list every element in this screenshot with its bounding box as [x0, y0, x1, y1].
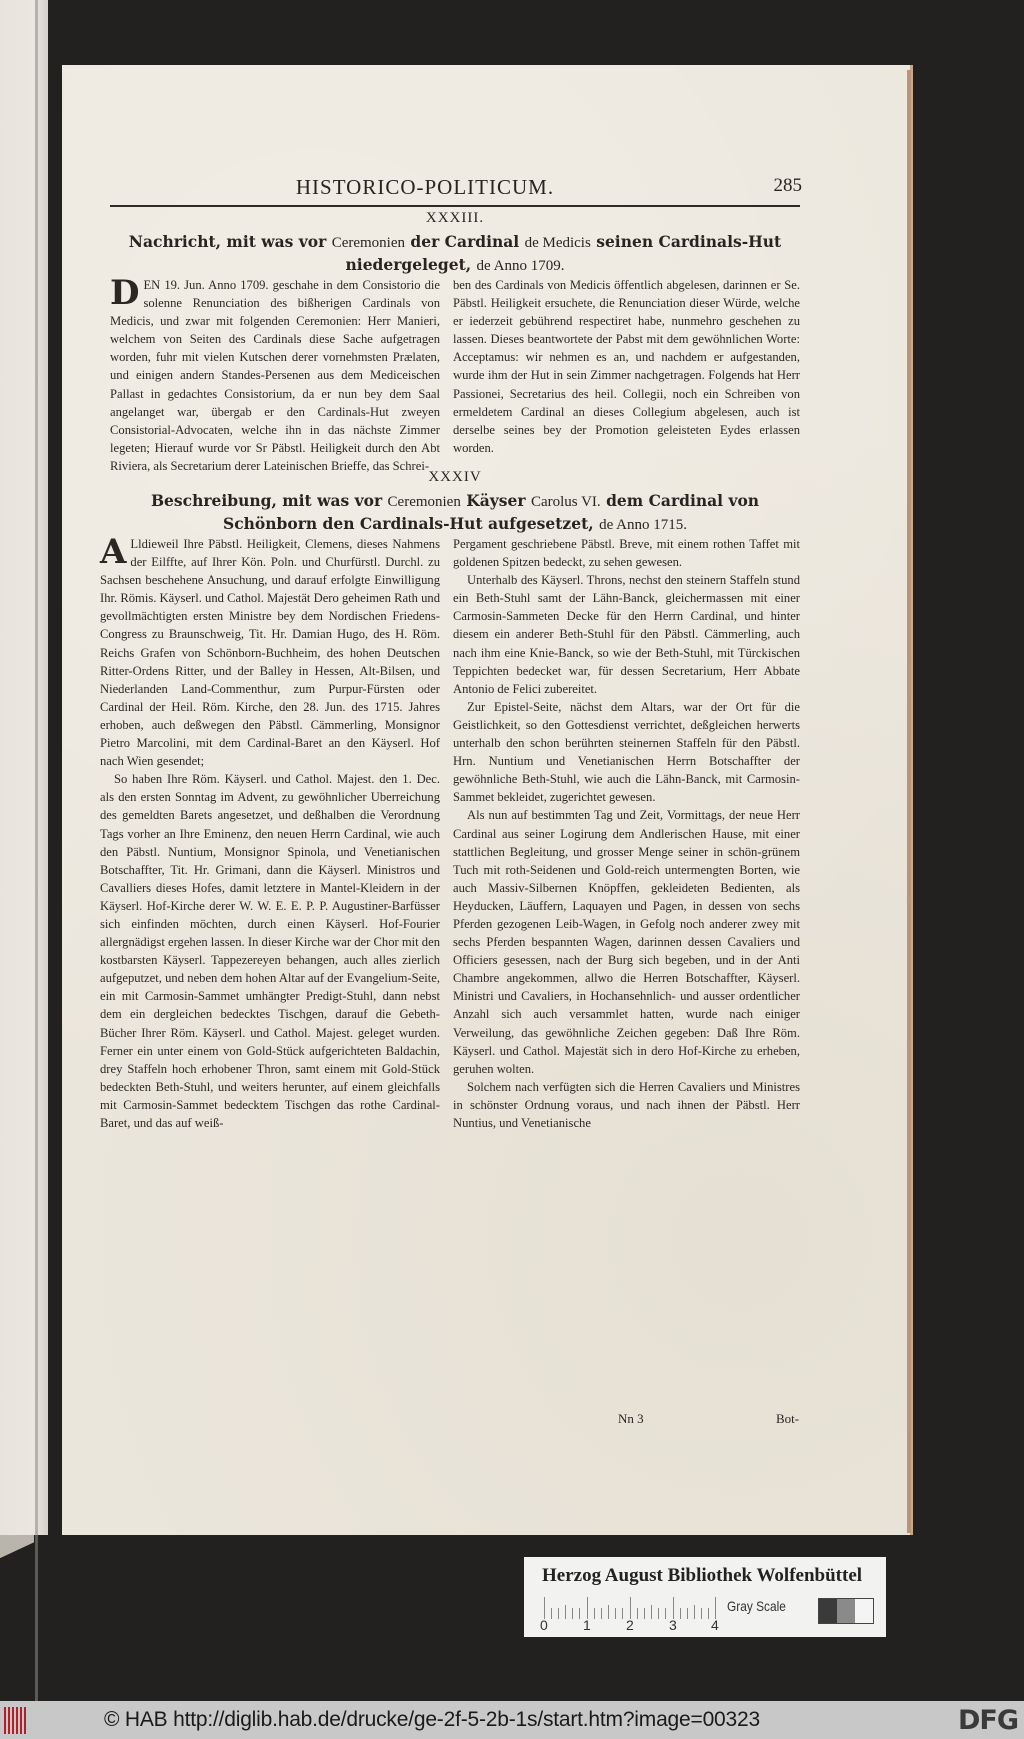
page-fold-shadow: [0, 1535, 34, 1565]
swatch-mid: [837, 1599, 855, 1623]
header-rule: [110, 205, 800, 207]
ruler-icon: [544, 1595, 716, 1619]
section-title-33-line1: Nachricht, mit was vor Ceremonien der Cardinal de Medicis seinen Cardinals-Hut: [128, 232, 782, 251]
section-33-left-column: DEN 19. Jun. Anno 1709. geschahe in dem Consistorio die solenne Renunciation des bißherigen Cardinals von Medicis, und zwar mit folgenden Ceremonien: Herr Manieri, welchem von Seiten des Cardinals diese Sache aufgetragen worden, fuhr mit vielen Kutschen derer vornehmsten Prælaten, und einigen andern Standes-Persenen aus dem Mediceischen Pallast in gedachtes Consistorium, da er nun bey dem Saal angelanget war, übergab er den Cardinals-Hut zweyen Consistorial-Advocaten, welche ihn in das nächste Zimmer legeten; Hierauf wurde vor Sr Päbstl. Heiligkeit durch den Abt Riviera, als Secretarium derer Lateinischen Brieffe, das Schrei-: [110, 273, 440, 473]
section-title-34-line2: Schönborn den Cardinals-Hut aufgesetzet, de Anno 1715.: [223, 514, 687, 533]
section-number-33: XXXIII.: [425, 210, 485, 226]
source-url[interactable]: © HAB http://diglib.hab.de/drucke/ge-2f-5-2b-1s/start.htm?image=00323: [104, 1708, 760, 1731]
gray-scale-swatches: [818, 1598, 874, 1624]
hab-logo-icon: [4, 1707, 26, 1734]
drop-cap: D: [110, 273, 140, 313]
swatch-light: [855, 1599, 873, 1623]
scanned-page: [62, 65, 910, 1535]
catchword: Bot-: [776, 1411, 800, 1426]
library-name: Herzog August Bibliothek Wolfenbüttel: [542, 1565, 863, 1586]
book-gutter: [35, 0, 38, 1739]
dfg-logo: DFG: [957, 1705, 1018, 1736]
swatch-dark: [819, 1599, 837, 1623]
drop-cap: A: [100, 532, 127, 572]
section-title-34: [110, 490, 800, 536]
section-34-right-column: Pergament geschriebene Päbstl. Breve, mit einem rothen Taffet mit goldenen Spitzen bedeckt, zu sehen gewesen. Unterhalb des Käyserl. Throns, nechst den steinern Staffeln stund ein Beth-Stuhl samt der Lähn-Banck, gleichermassen mit einer Carmosin-Sammeten Decke für den Herrn Cardinal, und hinter diesem ein anderer Beth-Stuhl für den Päbstl. Cämmerling, auch nach ihm eine Knie-Banck, so wie der Beth-Stuhl, mit Türckischen Teppichten bedecket war, für dessen Secretarium, Herr Abbate Antonio de Felici zubereitet. Zur Epistel-Seite, nächst dem Altars, war der Ort für die Geistlichkeit, so den Gottesdienst verrichtet, deßgleichen herwerts unterhalb den schon berührten steinernen Staffeln für den Päbstl. Hrn. Nuntium und Venetianischen Herrn Botschaffter der gewöhnliche Beth-Stuhl, wie auch die Lähn-Banck, mit Carmosin-Sammet bekleidet, zugerichtet gewesen. Als nun auf bestimmten Tag und Zeit, Vormittags, der neue Herr Cardinal aus seiner Logirung dem Andlerischen Hause, mit einer stattlichen Begleitung, und grosser Menge seiner in schön-grünem Tuch mit roth-Seidenen und Gold-reich untermengten Borten, wie auch Massiv-Silbernen Knöpffen, gekleideten Bedienten, als Heyducken, Läuffern, Laquayen und Pagen, in dessen von sechs Pferden gezogenen Leib-Wagen, in Gefolg noch anderer zwey mit sechs Pferden bespannten Wagen, darinnen dessen Cavaliers und Officiers gesessen, nach der Burg sich begeben, und in der Anti Chambre angekommen, allwo die Herren Botschaffter, Käyserl. Ministri und Cavaliers, in Hochansehnlich- und ausser ordentlicher Anzahl sich auch versammlet hatten, wurde nach einiger Verweilung, das gewöhnliche Zeichen gegeben: Daß Ihre Röm. Käyserl. und Cathol. Majestät sich in dero Hof-Kirche zu erheben, geruhen wolten. Solchem nach verfügten sich die Herren Cavaliers und Ministres in schönster Ordnung voraus, und nach ihnen der Päbstl. Herr Nuntius, und Venetianische: [453, 537, 800, 1130]
section-34-left-column: A Lldieweil Ihre Päbstl. Heiligkeit, Clemens, dieses Nahmens der Eilffte, auf Ihrer Kön. Poln. und Churfürstl. Durchl. zu Sachsen beschehene Ansuchung, und darauf erfolgte Einwilligung Ihr. Römis. Käyserl. und Cathol. Majestät Dero geheimen Rath und gevollmächtigten ersten Ministre bey dem Nordischen Friedens-Congress zu Braunschweig, Tit. Hr. Damian Hugo, des H. Röm. Reichs Grafen von Schönborn-Buchheim, des hohen Deutschen Ritter-Ordens Ritter, und der Balley in Hessen, Alt-Bilsen, und Niederlanden Land-Commenthur, zum Purpur-Fürsten oder Cardinal der Heil. Röm. Kirche, den 28. Jun. des 1715. Jahres erhoben, auch deßwegen den Päbstl. Cämmerling, Monsignor Pietro Marcolini, mit dem Cardinal-Baret an den Käyserl. Hof nach Wien gesendet; So haben Ihre Röm. Käyserl. und Cathol. Majest. den 1. Dec. als den ersten Sonntag im Advent, zu gewöhnlicher Uberreichung des gemeldten Barets angesetzet, und deßhalben die Verordnung Tags vorher an Ihre Eminenz, den neuen Herrn Cardinal, wie auch den Päbstl. Nuntium, Monsignor Spinola, und Venetianischen Botschaffter, Tit. Hr. Grimani, dann die Käyserl. Ministros und Cavalliers dieses Hofes, damit letztere in Mantel-Kleidern in der Käyserl. Hof-Kirche derer W. W. E. E. P. P. Augustiner-Barfüsser sich einfinden möchten, durch einen Käyserl. Hof-Fourier allergnädigst ergehen lassen. In dieser Kirche war der Chor mit den kostbarsten Käyserl. Tappezereyen behangen, auch alles zierlich aufgeputzet, und neben dem hohen Altar auf der Evangelium-Seite, ein mit Carmosin-Sammet umhängter Predigt-Stuhl, dann nebst dem ein dergleichen bedecktes Tischgen, darauf die Gebeth-Bücher Ihrer Röm. Käyserl. und Cathol. Majest. geleget wurden. Ferner ein unter einem von Gold-Stück aufgerichteten Baldachin, drey Staffeln hoch erhobener Thron, samt einem mit Gold-Stück bedeckten Beth-Stuhl, und weiters herunter, auf einem gleichfalls mit Carmosin-Sammet bedecktem Tischgen das rothe Cardinal-Baret, und das auf weiß-: [100, 532, 440, 1130]
signature-mark: Nn 3: [618, 1411, 644, 1426]
section-title-34-line1: Beschreibung, mit was vor Ceremonien Käyser Carolus VI. dem Cardinal von: [150, 491, 760, 510]
section-number-34: XXXIV: [428, 469, 482, 485]
adjacent-page-edge: [0, 0, 48, 1535]
footer-bar: [0, 1701, 1024, 1739]
section-33-right-column: ben des Cardinals von Medicis öffentlich abgelesen, darinnen er Se. Päbstl. Heiligkeit ersuchete, die Renunciation dieser Würde, welche er iederzeit gebührend respectiret habe, nunmehro geschehen zu lassen. Dieses beantwortete der Pabst mit dem gewöhnlichen Worte: Acceptamus: wir nehmen es an, und nachdem er aufgestanden, wurde ihm der Hut in sein Zimmer nachgetragen. Folgends hat Herr Passionei, Secretarius des heil. Collegii, noch ein Schreiben von ermeldetem Cardinal an dieses Collegium abgelesen, auch ist derselbe seines bey der Promotion geleisteten Eydes erlassen worden.: [453, 278, 800, 455]
running-head: [110, 173, 800, 203]
color-scale-card: [524, 1557, 886, 1637]
gray-scale-label: Gray Scale: [727, 1598, 786, 1614]
running-head-title: HISTORICO-POLITICUM.: [295, 175, 555, 199]
page-number: 285: [773, 175, 802, 196]
section-title-33: [110, 231, 800, 277]
ruler-labels: 0 1 2 3 4: [540, 1617, 719, 1633]
section-title-33-line2: niedergeleget, de Anno 1709.: [345, 255, 565, 274]
page-edge-shadow: [907, 70, 911, 1533]
